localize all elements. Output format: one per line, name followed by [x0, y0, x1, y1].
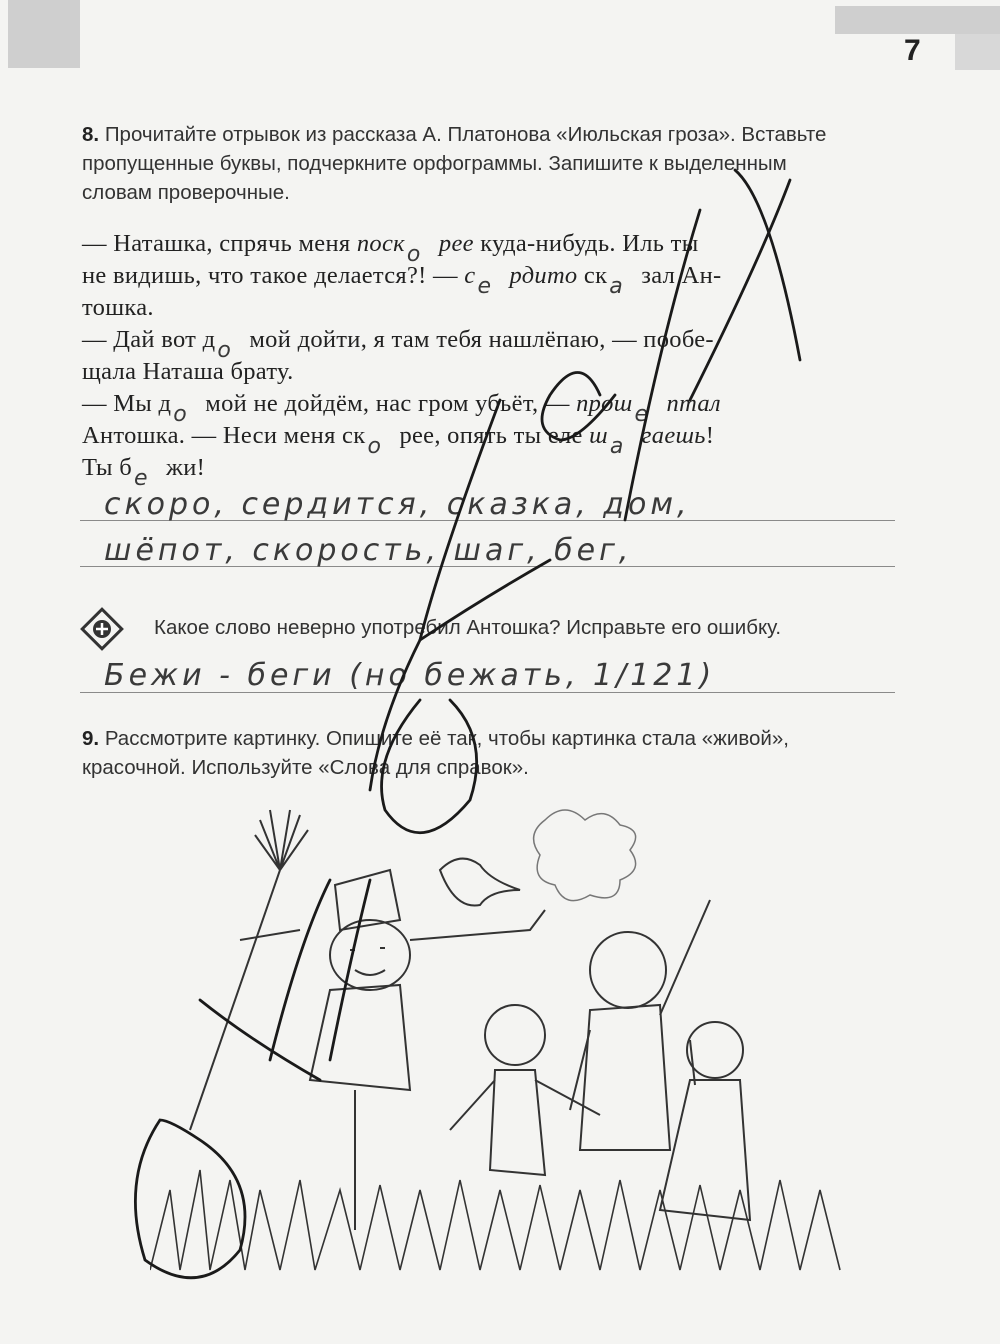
- story-text: рее, опять ты еле: [399, 422, 590, 449]
- story-excerpt: — Наташка, спрячь меня поск о рее куда-нибудь. Иль ты не видишь, что такое делается?! — с е рдито ск а зал Ан- тошка. — Дай вот д о мой дойти, я там тебя нашлёпаю, — пообе- щала Наташа брату. — Мы д о мой не дойдём, нас гром убьёт, — прош е птал Антошка. — Неси меня ск о рее, опять ты еле ш а гаешь! Ты б е жи!: [82, 228, 902, 484]
- handwritten-answer: Бежи - беги (но бежать, 1/121): [104, 658, 716, 693]
- story-text: — Мы д: [82, 390, 172, 417]
- story-text: куда-нибудь. Иль ты: [473, 230, 699, 257]
- highlighted-word: прош е птал: [576, 390, 721, 417]
- story-text: тошка.: [82, 294, 154, 321]
- filled-letter: е: [634, 402, 649, 427]
- scarecrow-children-illustration: [150, 790, 850, 1275]
- task-number: 8.: [82, 123, 100, 146]
- highlighted-word: поск о рее: [357, 230, 474, 257]
- filled-letter: о: [367, 434, 382, 459]
- filled-letter: а: [609, 274, 624, 299]
- handwritten-answer: скоро, сердится, сказка, дом,: [104, 487, 691, 522]
- task-number: 9.: [82, 727, 100, 750]
- filled-letter: а: [609, 434, 624, 459]
- highlighted-word: с е рдито: [464, 262, 577, 289]
- corner-tab: [955, 34, 1000, 70]
- instruction-line: Прочитайте отрывок из рассказа А. Платонова «Июльская гроза». Вставьте: [104, 123, 827, 146]
- page-number: 7: [904, 34, 921, 67]
- bonus-question: Какое слово неверно употребил Антошка? Исправьте его ошибку.: [154, 616, 782, 639]
- story-text: щала Наташа брату.: [82, 358, 294, 385]
- filled-letter: е: [134, 466, 148, 491]
- story-text: Антошка. — Неси меня ск: [82, 422, 366, 449]
- corner-tab: [835, 6, 1000, 34]
- task9-instructions: [82, 724, 789, 782]
- task8-instructions: [82, 120, 826, 207]
- corner-tab: [8, 0, 80, 68]
- filled-letter: о: [217, 338, 232, 363]
- filled-letter: е: [477, 274, 492, 299]
- handwritten-answer: шёпот, скорость, шаг, бег,: [104, 533, 633, 568]
- story-text: Ты б: [82, 454, 132, 481]
- filled-letter: о: [173, 402, 188, 427]
- instruction-line: красочной. Используйте «Слова для справок».: [82, 756, 529, 779]
- story-text: — Наташка, спрячь меня: [82, 230, 357, 257]
- story-text: жи!: [166, 454, 206, 481]
- instruction-line: словам проверочные.: [82, 181, 290, 204]
- highlighted-word: ш а гаешь: [589, 422, 706, 449]
- filled-letter: о: [406, 242, 421, 267]
- instruction-line: Рассмотрите картинку. Опишите её так, чтобы картинка стала «живой»,: [104, 727, 789, 750]
- story-text: не видишь, что такое делается?! —: [82, 262, 465, 289]
- story-text: — Дай вот д: [82, 326, 216, 353]
- story-text: мой не дойдём, нас гром убьёт, —: [205, 390, 577, 417]
- instruction-line: пропущенные буквы, подчеркните орфограммы. Запишите к выделенным: [82, 152, 787, 175]
- plus-diamond-icon: [80, 607, 124, 651]
- story-text: мой дойти, я там тебя нашлёпаю, — пообе-: [249, 326, 714, 353]
